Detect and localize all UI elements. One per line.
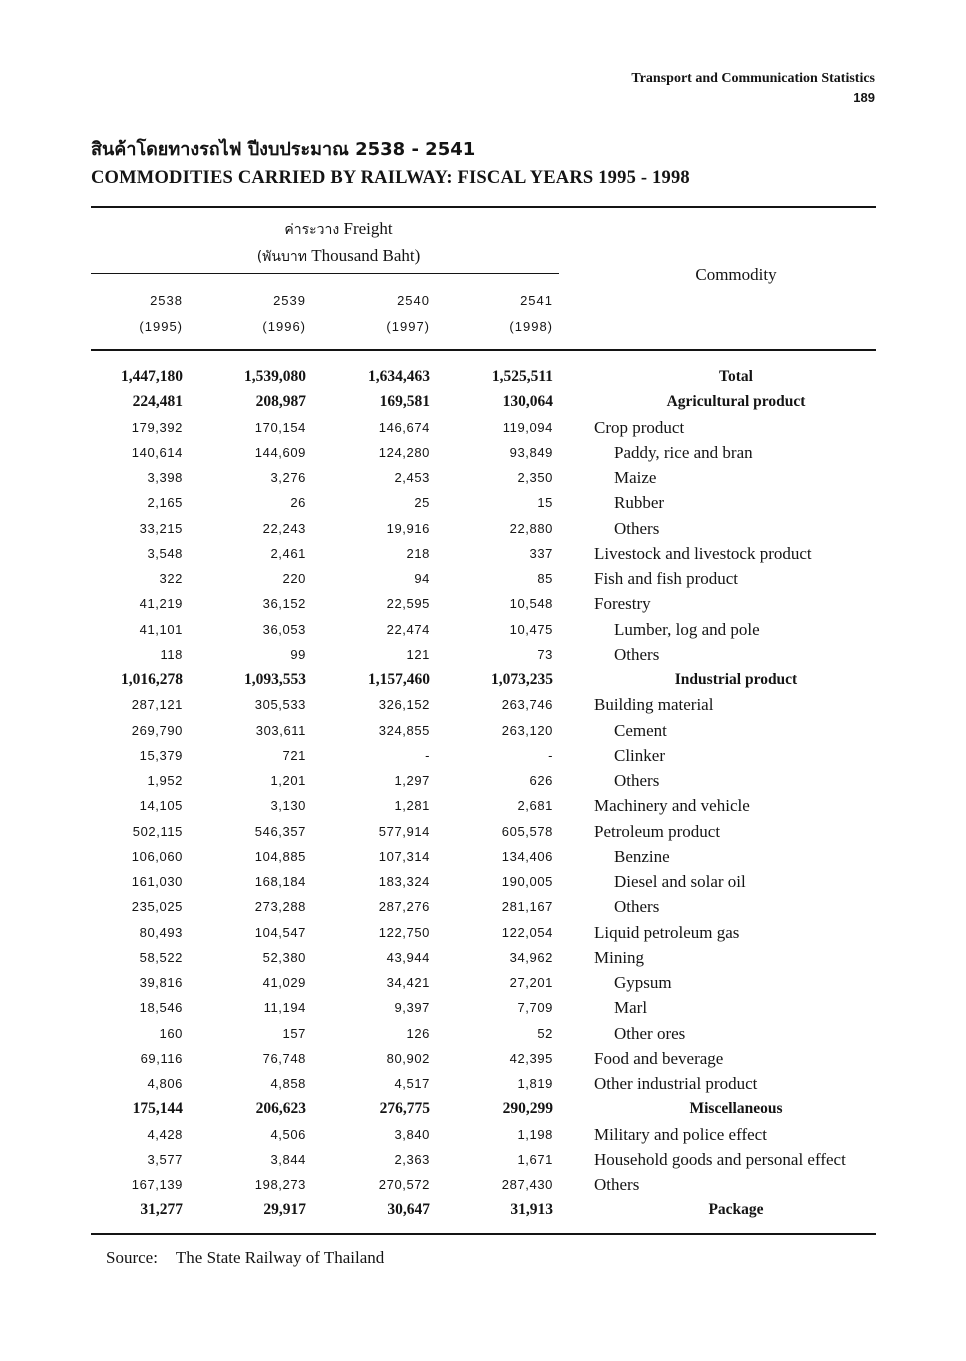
value-cell: 29,917 [263,1201,306,1219]
commodity-label: Household goods and personal effect [594,1149,846,1169]
value-cell: 36,152 [262,596,306,612]
value-cell: 1,819 [517,1076,553,1091]
value-cell: 43,944 [386,949,430,965]
value-cell: 1,525,511 [491,368,553,385]
freight-label-thai: ค่าระวาง [284,222,340,238]
value-cell: 39,816 [139,975,183,990]
header-bottom-rule [91,349,876,351]
value-cell: 15 [537,495,553,511]
table-row [0,516,966,541]
commodity-label: Other ores [614,1023,686,1043]
table-row [0,591,966,616]
value-cell: 10,548 [509,596,553,612]
value-cell: 1,201 [270,773,306,788]
source-label: Source: [106,1248,158,1267]
unit-label-english: Thousand Baht) [311,246,421,265]
value-cell: 15,379 [139,747,183,763]
year-header-1996 [196,288,306,340]
value-cell: 2,461 [270,545,306,561]
value-cell: 122,750 [378,924,430,940]
value-cell: 9,397 [394,1000,430,1016]
value-cell: 85 [537,571,553,586]
value-cell: 119,094 [502,419,553,435]
value-cell: 124,280 [378,444,430,460]
value-cell: 122,054 [501,924,553,940]
table-top-rule [91,206,876,208]
table-row [0,1046,966,1071]
commodity-label: Maize [614,468,657,487]
year-ce: (1996) [262,319,306,334]
table-row [0,667,966,692]
value-cell: 121 [406,646,430,662]
value-cell: 605,578 [501,823,553,839]
table-bottom-rule [91,1233,876,1235]
table-row [0,692,966,717]
commodity-label: Others [614,518,660,538]
value-cell: 721 [282,747,306,763]
value-cell: 4,858 [270,1076,306,1091]
value-cell: 169,581 [379,393,430,411]
table-row [0,490,966,515]
value-cell: 206,623 [255,1100,306,1118]
table-row [0,364,966,389]
table-row [0,920,966,945]
year-header-1997 [320,288,430,340]
value-cell: 31,277 [140,1201,183,1219]
commodity-label: Livestock and livestock product [594,543,812,563]
table-row [0,743,966,768]
value-cell: 273,288 [254,899,306,915]
running-head-title: Transport and Communication Statistics [631,71,875,86]
value-cell: 11,194 [263,1000,306,1016]
value-cell: 168,184 [254,874,306,889]
page-title-english: COMMODITIES CARRIED BY RAILWAY: FISCAL YEARS 1995 - 1998 [91,168,690,188]
value-cell: 183,324 [378,874,430,889]
value-cell: 52,380 [262,949,306,965]
table-row [0,389,966,414]
commodity-label: Clinker [614,745,665,765]
value-cell: 22,474 [386,621,430,637]
value-cell: 58,522 [139,949,183,965]
commodity-column-header: Commodity [695,265,777,284]
commodity-label: Others [594,1175,640,1194]
value-cell: 170,154 [254,419,306,435]
value-cell: 107,314 [378,848,430,864]
value-cell: 2,350 [517,470,553,485]
value-cell: 27,201 [509,975,553,990]
value-cell: 287,121 [131,697,183,713]
table-row [0,718,966,743]
year-be: 2541 [520,293,553,308]
value-cell: 3,577 [147,1151,183,1167]
value-cell: 337 [529,545,553,561]
year-ce: (1997) [386,319,430,334]
value-cell: 502,115 [132,823,183,839]
value-cell: 69,116 [140,1050,183,1066]
value-cell: 263,120 [501,722,553,738]
value-cell: 134,406 [501,848,553,864]
unit-label-thai: (พันบาท [256,249,307,265]
value-cell: 263,746 [501,697,553,713]
commodity-label: Mining [594,947,645,967]
value-cell: 322 [159,571,183,586]
value-cell: 269,790 [131,722,183,738]
value-cell: 99 [290,646,306,662]
table-row [0,1096,966,1121]
value-cell: 4,517 [394,1076,430,1091]
value-cell: 160 [159,1025,183,1041]
table-row [0,869,966,894]
freight-label-english: Freight [343,219,393,238]
value-cell: 36,053 [262,621,306,637]
value-cell: 126 [406,1025,430,1041]
commodity-label: Food and beverage [594,1048,724,1068]
page-title-thai: สินค้าโดยทางรถไฟ ปีงบประมาณ 2538 - 2541 [91,139,476,160]
value-cell: 76,748 [262,1050,306,1066]
value-cell: 276,775 [379,1100,430,1118]
value-cell: - [425,747,430,763]
year-ce: (1998) [509,319,553,334]
value-cell: 305,533 [254,697,306,713]
commodity-label: Building material [594,695,714,715]
value-cell: 1,634,463 [368,368,430,385]
table-row [0,1122,966,1147]
commodity-label: Forestry [594,594,651,614]
value-cell: 14,105 [139,798,183,814]
commodity-label: Machinery and vehicle [594,796,750,816]
value-cell: 161,030 [131,874,183,889]
value-cell: 220 [282,571,306,586]
value-cell: 281,167 [501,899,553,915]
page-number: 189 [853,90,875,105]
commodity-label: Crop product [594,417,685,437]
value-cell: 1,093,553 [244,671,306,688]
table-row [0,945,966,970]
table-row [0,541,966,566]
table-body [0,364,966,1223]
value-cell: 326,152 [378,697,430,713]
value-cell: 1,297 [394,773,430,788]
table-row [0,995,966,1020]
table-row [0,1021,966,1046]
value-cell: 1,671 [517,1151,553,1167]
value-cell: 93,849 [509,444,553,460]
commodity-label: Fish and fish product [594,569,739,588]
value-cell: 34,962 [509,949,553,965]
value-cell: 270,572 [378,1177,430,1192]
commodity-label: Petroleum product [594,821,721,841]
year-header-1995 [73,288,183,340]
value-cell: 157 [282,1025,306,1041]
value-cell: 626 [529,773,553,788]
value-cell: 2,165 [147,495,183,511]
value-cell: 30,647 [387,1201,430,1219]
value-cell: 41,101 [139,621,183,637]
table-row [0,970,966,995]
source-note [106,1248,384,1268]
value-cell: 41,029 [262,975,306,990]
commodity-label: Rubber [614,493,665,513]
value-cell: 546,357 [254,823,306,839]
commodity-label: Industrial product [674,671,798,688]
value-cell: 22,595 [386,596,430,612]
commodity-label: Others [614,771,660,790]
freight-group-rule [91,273,559,274]
table-row [0,566,966,591]
commodity-label: Package [708,1201,764,1219]
table-row [0,415,966,440]
value-cell: 1,281 [394,798,430,814]
value-cell: 4,428 [147,1126,183,1142]
value-cell: 290,299 [502,1100,553,1118]
table-row [0,440,966,465]
value-cell: 1,539,080 [244,368,306,385]
value-cell: 10,475 [509,621,553,637]
value-cell: 3,840 [394,1126,430,1142]
commodity-label: Benzine [614,846,670,866]
value-cell: 26 [290,495,306,511]
value-cell: 19,916 [386,520,430,536]
value-cell: 18,546 [139,1000,183,1016]
value-cell: 1,198 [517,1126,553,1142]
value-cell: 2,363 [394,1151,430,1167]
value-cell: 1,952 [147,773,183,788]
commodity-label: Lumber, log and pole [614,619,760,639]
value-cell: 42,395 [509,1050,553,1066]
value-cell: 31,913 [510,1201,553,1219]
commodity-label: Marl [614,998,648,1018]
source-text: The State Railway of Thailand [175,1248,385,1267]
commodity-label: Miscellaneous [689,1100,783,1118]
value-cell: 104,547 [254,924,306,940]
commodity-label: Gypsum [614,973,672,992]
table-row [0,1147,966,1172]
table-row [0,894,966,919]
value-cell: 33,215 [139,520,183,536]
table-row [0,617,966,642]
commodity-label: Others [614,897,660,917]
value-cell: 3,548 [147,545,183,561]
value-cell: 3,276 [270,470,306,485]
value-cell: 146,674 [378,419,430,435]
value-cell: 2,681 [517,798,553,814]
commodity-label: Total [719,368,753,385]
table-row [0,844,966,869]
value-cell: 41,219 [139,596,183,612]
value-cell: 175,144 [132,1100,183,1118]
table-row [0,642,966,667]
value-cell: 1,016,278 [121,671,183,688]
value-cell: 80,493 [139,924,183,940]
table-row [0,1197,966,1222]
value-cell: 22,880 [509,520,553,536]
value-cell: 208,987 [255,393,306,411]
value-cell: 324,855 [378,722,430,738]
year-ce: (1995) [139,319,183,334]
table-row [0,1172,966,1197]
commodity-label: Cement [614,720,667,740]
value-cell: 144,609 [254,444,306,460]
value-cell: 224,481 [132,393,183,411]
value-cell: 4,806 [147,1076,183,1091]
value-cell: - [548,747,553,763]
value-cell: 190,005 [501,874,553,889]
value-cell: 179,392 [131,419,183,435]
value-cell: 118 [160,646,183,662]
year-be: 2540 [397,293,430,308]
value-cell: 4,506 [270,1126,306,1142]
table-row [0,768,966,793]
value-cell: 52 [537,1025,553,1041]
table-row [0,465,966,490]
value-cell: 3,398 [147,470,183,485]
value-cell: 235,025 [131,899,183,915]
commodity-label: Others [614,644,660,664]
value-cell: 73 [537,646,553,662]
value-cell: 2,453 [394,470,430,485]
value-cell: 22,243 [262,520,306,536]
value-cell: 1,447,180 [121,368,183,385]
table-row [0,793,966,818]
value-cell: 167,139 [131,1177,183,1192]
value-cell: 104,885 [254,848,306,864]
value-cell: 25 [414,495,430,511]
value-cell: 287,430 [501,1177,553,1192]
value-cell: 287,276 [378,899,430,915]
value-cell: 577,914 [378,823,430,839]
value-cell: 1,073,235 [491,671,553,688]
value-cell: 94 [414,571,430,586]
value-cell: 80,902 [386,1050,430,1066]
year-header-1998 [443,288,553,340]
commodity-label: Agricultural product [666,393,806,411]
value-cell: 303,611 [255,722,306,738]
value-cell: 106,060 [131,848,183,864]
value-cell: 3,844 [270,1151,306,1167]
value-cell: 7,709 [517,1000,553,1016]
commodity-label: Diesel and solar oil [614,872,746,891]
value-cell: 3,130 [270,798,306,814]
commodity-label: Paddy, rice and bran [614,442,753,462]
commodity-label: Other industrial product [594,1074,758,1093]
table-row [0,819,966,844]
running-head [555,69,875,107]
year-be: 2538 [150,293,183,308]
freight-column-group-header [91,216,586,270]
value-cell: 140,614 [131,444,183,460]
table-row [0,1071,966,1096]
value-cell: 130,064 [502,393,553,411]
value-cell: 218 [406,545,430,561]
value-cell: 34,421 [386,975,430,990]
year-be: 2539 [273,293,306,308]
value-cell: 198,273 [254,1177,306,1192]
commodity-label: Military and police effect [594,1124,767,1144]
value-cell: 1,157,460 [368,671,430,688]
commodity-label: Liquid petroleum gas [594,922,740,942]
